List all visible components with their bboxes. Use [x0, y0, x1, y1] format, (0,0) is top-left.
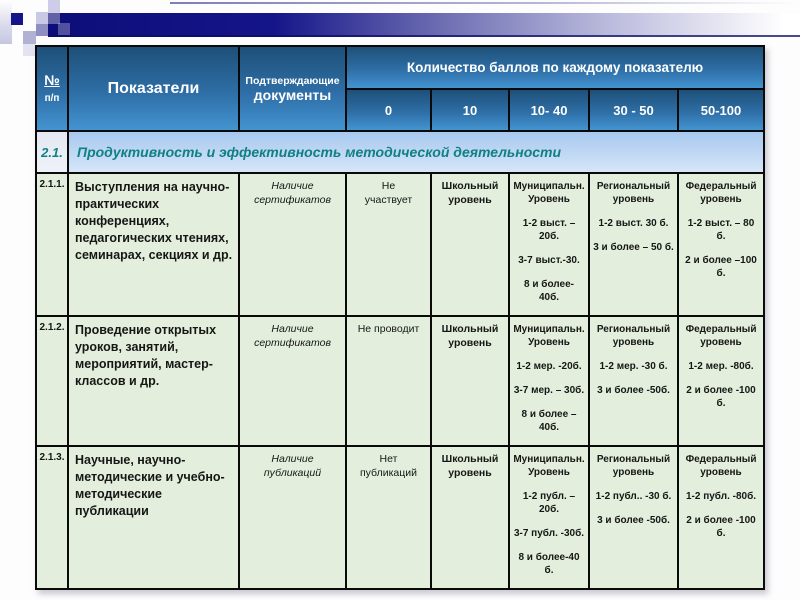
score-0-text: Не проводит — [357, 323, 420, 335]
row-number-cell: 2.1.1. — [36, 173, 68, 316]
score-10-cell: Школьный уровень — [431, 316, 509, 446]
header-col-num — [36, 46, 68, 131]
num-sign-label: № — [44, 72, 60, 89]
score-10-cell: Школьный уровень — [431, 173, 509, 316]
level-name: Региональный уровень — [596, 324, 671, 348]
score-line: 2 и более –100 б. — [685, 255, 757, 279]
header-points-30-50: 30 - 50 — [589, 89, 678, 131]
level-name: Муниципальн. Уровень — [513, 324, 585, 348]
decor-square-navy — [11, 13, 23, 25]
decor-square — [23, 31, 36, 44]
header-row-1 — [36, 46, 764, 89]
score-line: 3-7 выст.-30. — [518, 255, 580, 266]
score-line: 1-2 выст. – 80 б. — [687, 218, 755, 242]
level-name: Региональный уровень — [596, 454, 671, 478]
docs-cell: Наличие сертификатов — [239, 173, 346, 316]
indicator-cell: Научные, научно-методические и учебно-методические публикации — [68, 446, 239, 589]
level-name: Федеральный уровень — [685, 181, 757, 205]
score-line: 3-7 публ. -30б. — [513, 528, 585, 539]
decor-square — [48, 0, 60, 13]
header-col-docs — [239, 46, 346, 131]
docs-cell: Наличие сертификатов — [239, 316, 346, 446]
score-0-cell — [346, 173, 431, 316]
score-line: 2 и более -100 б. — [686, 385, 756, 409]
decor-square — [36, 12, 48, 24]
num-sub-label: п/п — [44, 92, 60, 104]
score-line: 1-2 мер. -80б. — [688, 361, 754, 372]
score-line: 1-2 публ. – 20б. — [522, 491, 576, 515]
score-0-text: Не участвует — [364, 180, 413, 206]
score-line: 3 и более -50б. — [597, 385, 670, 396]
level-name: Региональный уровень — [596, 181, 671, 205]
header-points-group: Количество баллов по каждому показателю — [346, 46, 764, 89]
table-row — [36, 316, 764, 446]
level-name: Федеральный уровень — [685, 454, 757, 478]
banner-gradient-bar — [48, 13, 800, 37]
score-line: 1-2 выст. 30 б. — [598, 218, 669, 229]
score-line: 1-2 выст. – 20б. — [522, 218, 576, 242]
level-name: Муниципальн. Уровень — [513, 181, 585, 205]
row-number-cell: 2.1.3. — [36, 446, 68, 589]
docs-label-line1: Подтверждающие — [245, 74, 340, 87]
score-50-100-cell — [678, 446, 764, 589]
score-10-40-cell — [509, 446, 589, 589]
indicator-cell: Проведение открытых уроков, занятий, мероприятий, мастер-классов и др. — [68, 316, 239, 446]
score-30-50-cell — [589, 446, 678, 589]
table-row — [36, 446, 764, 589]
score-line: 8 и более-40 б. — [518, 552, 580, 576]
score-line: 1-2 мер. -20б. — [516, 361, 582, 372]
header-points-50-100: 50-100 — [678, 89, 764, 131]
score-50-100-cell — [678, 173, 764, 316]
score-line: 8 и более – 40б. — [521, 409, 577, 433]
criteria-table — [35, 45, 765, 590]
score-0-cell — [346, 316, 431, 446]
row-number-cell: 2.1.2. — [36, 316, 68, 446]
header-points-0: 0 — [346, 89, 431, 131]
score-50-100-cell — [678, 316, 764, 446]
decor-square — [36, 24, 48, 36]
score-line: 3 и более – 50 б. — [593, 242, 674, 253]
decor-square — [58, 23, 70, 35]
header-points-10: 10 — [431, 89, 509, 131]
header-points-10-40: 10- 40 — [509, 89, 589, 131]
table-row — [36, 173, 764, 316]
docs-label-line2: документы — [253, 86, 332, 103]
section-number: 2.1. — [36, 131, 68, 173]
score-line: 1-2 публ. -80б. — [685, 491, 757, 502]
score-10-40-cell — [509, 173, 589, 316]
level-name: Федеральный уровень — [685, 324, 757, 348]
score-30-50-cell — [589, 316, 678, 446]
score-line: 2 и более -100 б. — [686, 515, 756, 539]
score-line: 3-7 мер. – 30б. — [513, 385, 585, 396]
score-line: 1-2 публ.. -30 б. — [595, 491, 672, 502]
score-30-50-cell — [589, 173, 678, 316]
score-0-cell — [346, 446, 431, 589]
score-line: 8 и более- 40б. — [524, 279, 574, 303]
decor-square — [23, 44, 35, 56]
section-title: Продуктивность и эффективность методической деятельности — [68, 131, 764, 173]
score-10-cell: Школьный уровень — [431, 446, 509, 589]
score-line: 1-2 мер. -30 б. — [599, 361, 668, 372]
docs-cell: Наличие публикаций — [239, 446, 346, 589]
indicator-cell: Выступления на научно-практических конференциях, педагогических чтениях, семинарах, секциях и др. — [68, 173, 239, 316]
level-name: Муниципальн. Уровень — [513, 454, 585, 478]
header-col-indicators: Показатели — [68, 46, 239, 131]
score-line: 3 и более -50б. — [597, 515, 670, 526]
banner-thin-line — [170, 2, 795, 4]
score-10-40-cell — [509, 316, 589, 446]
section-row — [36, 131, 764, 173]
score-0-text: Нет публикаций — [360, 453, 417, 479]
